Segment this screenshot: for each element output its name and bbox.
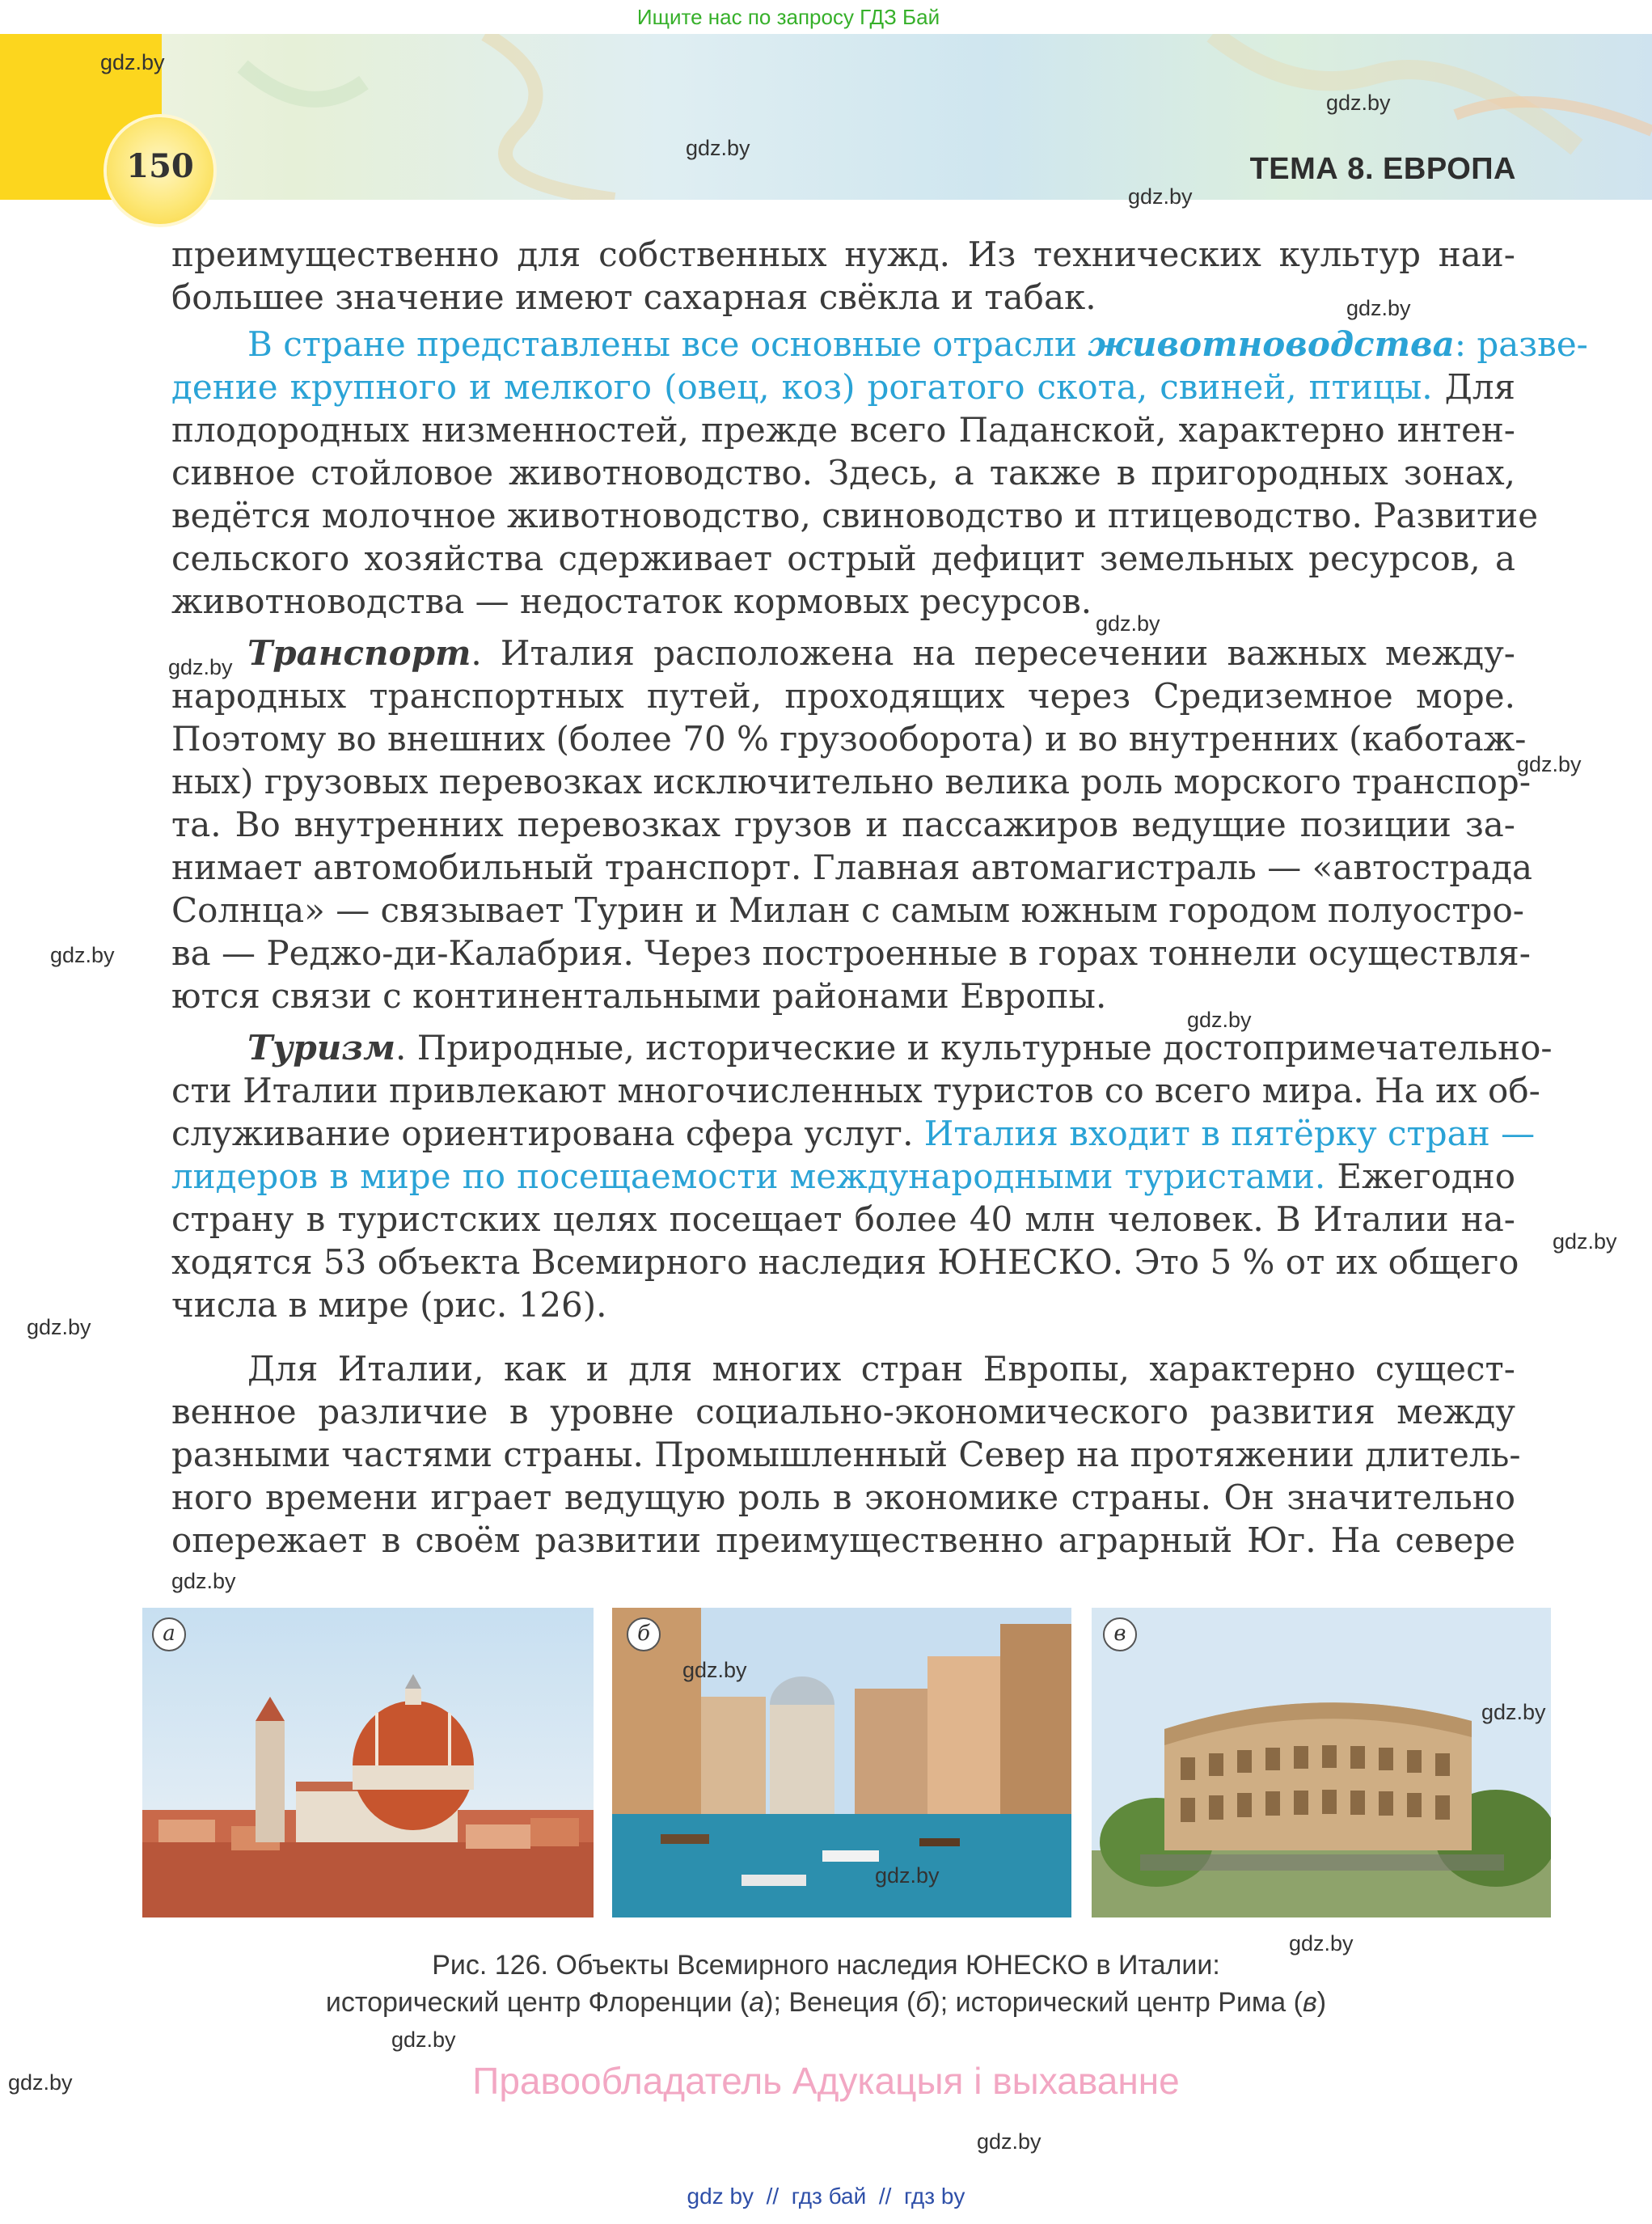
text-line: нимает автомобильный транспорт. Главная автомагистраль — «автострада xyxy=(171,848,1533,887)
watermark: gdz.by xyxy=(168,655,233,679)
watermark: gdz.by xyxy=(391,2027,456,2052)
watermark: gdz.by xyxy=(8,2070,73,2095)
text-line: разными частями страны. Промышленный Север на протяжении длитель- xyxy=(171,1435,1521,1474)
text-line: лидеров в мире по посещаемости международными туристами. Ежегодно xyxy=(171,1156,1515,1196)
text-line: плодородных низменностей, прежде всего Паданской, характерно интен- xyxy=(171,410,1515,450)
figure-caption-line1: Рис. 126. Объекты Всемирного наследия ЮНЕСКО в Италии: xyxy=(432,1950,1220,1981)
watermark: gdz.by xyxy=(1289,1931,1354,1956)
watermark: gdz.by xyxy=(171,1569,236,1593)
text-line: Для Италии, как и для многих стран Европы, характерно сущест- xyxy=(247,1349,1515,1389)
watermark: gdz.by xyxy=(1128,184,1193,209)
watermark: gdz.by xyxy=(1553,1229,1617,1254)
text-line: опережает в своём развитии преимущественно аграрный Юг. На севере xyxy=(171,1520,1515,1560)
watermark: gdz.by xyxy=(1346,296,1411,320)
term-livestock: животноводства xyxy=(1088,324,1455,364)
term-tourism: Туризм xyxy=(247,1028,396,1068)
text-line: ных) грузовых перевозках исключительно велика роль морского транспор- xyxy=(171,762,1532,801)
text-line: животноводства — недостаток кормовых ресурсов. xyxy=(171,581,1092,621)
watermark: gdz.by xyxy=(682,1658,747,1682)
text-line: служивание ориентирована сфера услуг. Италия входит в пятёрку стран — xyxy=(171,1114,1536,1153)
term-transport: Транспорт xyxy=(247,633,471,673)
watermark: gdz.by xyxy=(1187,1008,1252,1032)
topic-title: ТЕМА 8. ЕВРОПА xyxy=(1249,152,1516,186)
copyright-notice: Правообладатель Адукацыя і выхаванне xyxy=(472,2060,1180,2102)
photo-venice xyxy=(612,1608,1071,1917)
link-gdz-by[interactable]: gdz by xyxy=(687,2184,754,2209)
text-line: Солнца» — связывает Турин и Милан с самым южным городом полуостро- xyxy=(171,890,1524,930)
link-gdz-bay[interactable]: гдз бай xyxy=(791,2184,867,2209)
watermark: gdz.by xyxy=(27,1315,91,1339)
text-line: Транспорт. Италия расположена на пересечении важных между- xyxy=(247,633,1515,673)
watermark: gdz.by xyxy=(875,1863,940,1888)
watermark: gdz.by xyxy=(1481,1700,1546,1724)
text-line: народных транспортных путей, проходящих через Средиземное море. xyxy=(171,676,1515,716)
text-line: та. Во внутренних перевозках грузов и пассажиров ведущие позиции за- xyxy=(171,805,1515,844)
link-gdz-by-cyr[interactable]: гдз by xyxy=(903,2184,965,2209)
text-line: Туризм. Природные, исторические и культурные достопримечательно- xyxy=(247,1028,1553,1068)
watermark: gdz.by xyxy=(977,2129,1041,2154)
florence-cathedral-icon xyxy=(142,1608,594,1917)
photo-label-c: в xyxy=(1103,1617,1137,1651)
text-line: ведётся молочное животноводство, свиноводство и птицеводство. Развитие xyxy=(171,496,1539,535)
text-line: преимущественно для собственных нужд. Из технических культур наи- xyxy=(171,235,1515,274)
watermark: gdz.by xyxy=(1096,611,1160,636)
text-line: В стране представлены все основные отрасли животноводства: разве- xyxy=(247,324,1588,364)
watermark: gdz.by xyxy=(50,943,115,967)
colosseum-icon xyxy=(1092,1608,1551,1917)
text-line: большее значение имеют сахарная свёкла и табак. xyxy=(171,277,1096,317)
photo-label-a: а xyxy=(152,1617,186,1651)
photo-rome xyxy=(1092,1608,1551,1917)
venice-canal-icon xyxy=(612,1608,1071,1917)
watermark: gdz.by xyxy=(1517,752,1582,776)
text-line: Поэтому во внешних (более 70 % грузооборота) и во внутренних (каботаж- xyxy=(171,719,1527,759)
watermark: gdz.by xyxy=(686,136,750,160)
watermark: gdz.by xyxy=(100,50,165,74)
text-line: сти Италии привлекают многочисленных туристов со всего мира. На их об- xyxy=(171,1071,1540,1110)
photo-florence xyxy=(142,1608,594,1917)
text-line: венное различие в уровне социально-экономического развития между xyxy=(171,1392,1515,1431)
text-line: числа в мире (рис. 126). xyxy=(171,1285,607,1325)
text-line: ного времени играет ведущую роль в экономике страны. Он значительно xyxy=(171,1478,1515,1517)
text-line: дение крупного и мелкого (овец, коз) рогатого скота, свиней, птицы. Для xyxy=(171,367,1515,407)
text-line: ва — Реджо-ди-Калабрия. Через построенные в горах тоннели осуществля- xyxy=(171,933,1531,973)
figure-caption-line2: исторический центр Флоренции (а); Венеция (б); исторический центр Рима (в) xyxy=(325,1987,1327,2018)
text-line: сельского хозяйства сдерживает острый дефицит земельных ресурсов, а xyxy=(171,539,1515,578)
page-number: 150 xyxy=(126,147,194,185)
watermark: gdz.by xyxy=(1326,91,1391,115)
top-note[interactable]: Ищите нас по запросу ГДЗ Бай xyxy=(636,5,940,29)
text-line: сивное стойловое животноводство. Здесь, а также в пригородных зонах, xyxy=(171,453,1515,493)
text-line: страну в туристских целях посещает более 40 млн человек. В Италии на- xyxy=(171,1199,1515,1239)
photo-label-b: б xyxy=(627,1617,661,1651)
text-line: ходятся 53 объекта Всемирного наследия ЮНЕСКО. Это 5 % от их общего xyxy=(171,1242,1519,1282)
bottom-links: gdz by // гдз бай // гдз by xyxy=(687,2184,965,2209)
text-line: ются связи с континентальными районами Европы. xyxy=(171,976,1107,1016)
